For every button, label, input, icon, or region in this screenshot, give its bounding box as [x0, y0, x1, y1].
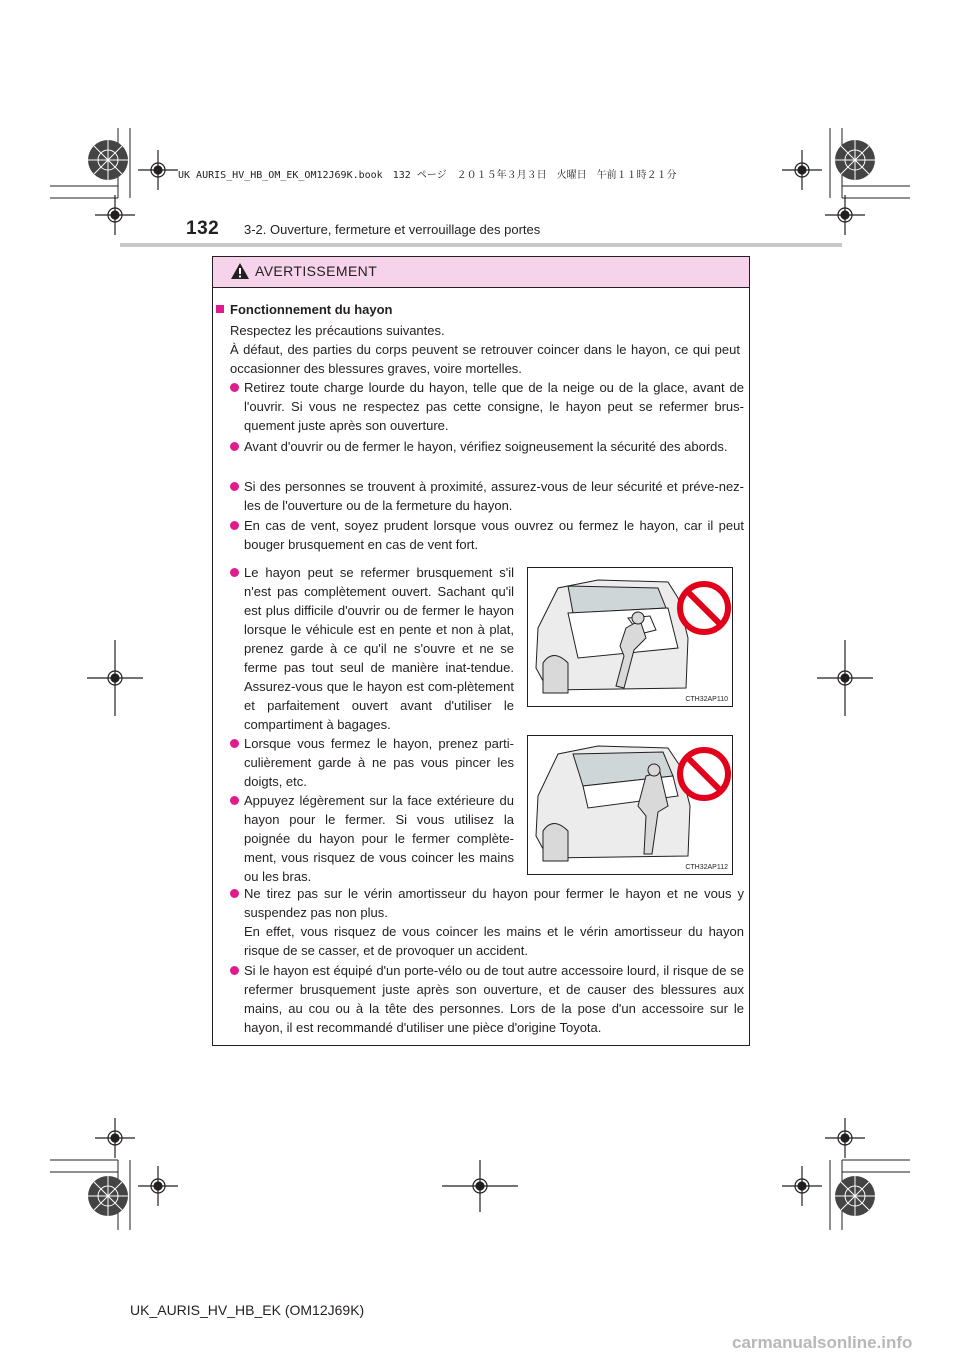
watermark: carmanualsonline.info — [732, 1333, 913, 1352]
bullet-dot-icon — [230, 796, 239, 805]
intro-text-1: Respectez les précautions suivantes. — [230, 323, 445, 338]
bullet-continuation-text: En effet, vous risquez de vous coincer les mains et le vérin amortisseur du hayon risque de se casser, et de provoquer un accident. — [244, 924, 744, 958]
bullet-text: En cas de vent, soyez prudent lorsque vous ouvrez ou fermez le hayon, car il peut bouger brusquement en cas de vent fort. — [244, 518, 744, 552]
bullet-text: Appuyez légèrement sur la face extérieure du hayon pour le fermer. Si vous utilisez la poignée du hayon pour le fermer complète-ment, vous risquez de vous coincer les mains ou les bras. — [244, 793, 514, 884]
illustration-code: CTH32AP110 — [685, 696, 728, 703]
bullet-text: Lorsque vous fermez le hayon, prenez parti-culièrement garde à ne pas vous pincer les doigts, etc. — [244, 736, 514, 789]
warning-title: AVERTISSEMENT — [255, 263, 378, 279]
bullet-text: Si le hayon est équipé d'un porte-vélo ou de tout autre accessoire lourd, il risque de se refermer brusquement juste après son ouverture, et de causer des blessures aux mains, au cou ou à la tête des personnes. Lors de la pose d'un accessoire sur le hayon, il est recommandé d'utiliser une pièce d'origine Toyota. — [244, 963, 744, 1035]
prohibition-icon — [676, 746, 732, 802]
illustration-code: CTH32AP112 — [685, 864, 728, 871]
illustration-tailgate-person-inside — [527, 567, 733, 707]
bullet-dot-icon — [230, 966, 239, 975]
print-stamp: UK AURIS_HV_HB_OM_EK_OM12J69K.book 132 ページ ２０１５年３月３日 火曜日 午前１１時２１分 — [178, 170, 677, 181]
bullet-dot-icon — [230, 521, 239, 530]
illustration-tailgate-pinched-hands — [527, 735, 733, 875]
bullet-text: Avant d'ouvrir ou de fermer le hayon, vérifiez soigneusement la sécurité des abords. — [244, 439, 728, 454]
header-rule — [120, 243, 842, 247]
bullet-dot-icon — [230, 889, 239, 898]
bullet-dot-icon — [230, 482, 239, 491]
section-square-icon — [216, 305, 224, 313]
intro-text-2: À défaut, des parties du corps peuvent se retrouver coincer dans le hayon, ce qui peut occasionner des blessures graves, voire mortelles. — [230, 342, 740, 376]
bullet-dot-icon — [230, 739, 239, 748]
bullet-text: Le hayon peut se refermer brusquement s'il n'est pas complètement ouvert. Sachant qu'il est plus difficile d'ouvrir ou de fermer le hayon lorsque le véhicule est en pente et non à plat, prenez garde à ce qu'il ne s'ouvre et ne se ferme pas tout seul de manière inat-tendue. Assurez-vous que le hayon est com-plètement et parfaitement ouvert avant d'utiliser le compartiment à bagages. — [244, 565, 514, 732]
bullet-text: Si des personnes se trouvent à proximité, assurez-vous de leur sécurité et préve-nez-les de l'ouverture ou de la fermeture du hayon. — [244, 479, 744, 513]
bullet-dot-icon — [230, 442, 239, 451]
bullet-dot-icon — [230, 383, 239, 392]
warning-heading: Fonctionnement du hayon — [230, 302, 393, 317]
page-number: 132 — [186, 218, 220, 239]
bullet-dot-icon — [230, 568, 239, 577]
footer-model: UK_AURIS_HV_HB_EK (OM12J69K) — [130, 1302, 365, 1318]
bullet-text: Retirez toute charge lourde du hayon, telle que de la neige ou de la glace, avant de l'ouvrir. Si vous ne respectez pas cette consigne, le hayon peut se refermer brus-quement juste après son ouverture. — [244, 380, 744, 433]
section-title: 3-2. Ouverture, fermeture et verrouillage des portes — [244, 222, 541, 237]
bullet-text: Ne tirez pas sur le vérin amortisseur du hayon pour fermer le hayon et ne vous y suspendez pas non plus. — [244, 886, 744, 920]
prohibition-icon — [676, 580, 732, 636]
warning-triangle-icon — [230, 262, 250, 280]
